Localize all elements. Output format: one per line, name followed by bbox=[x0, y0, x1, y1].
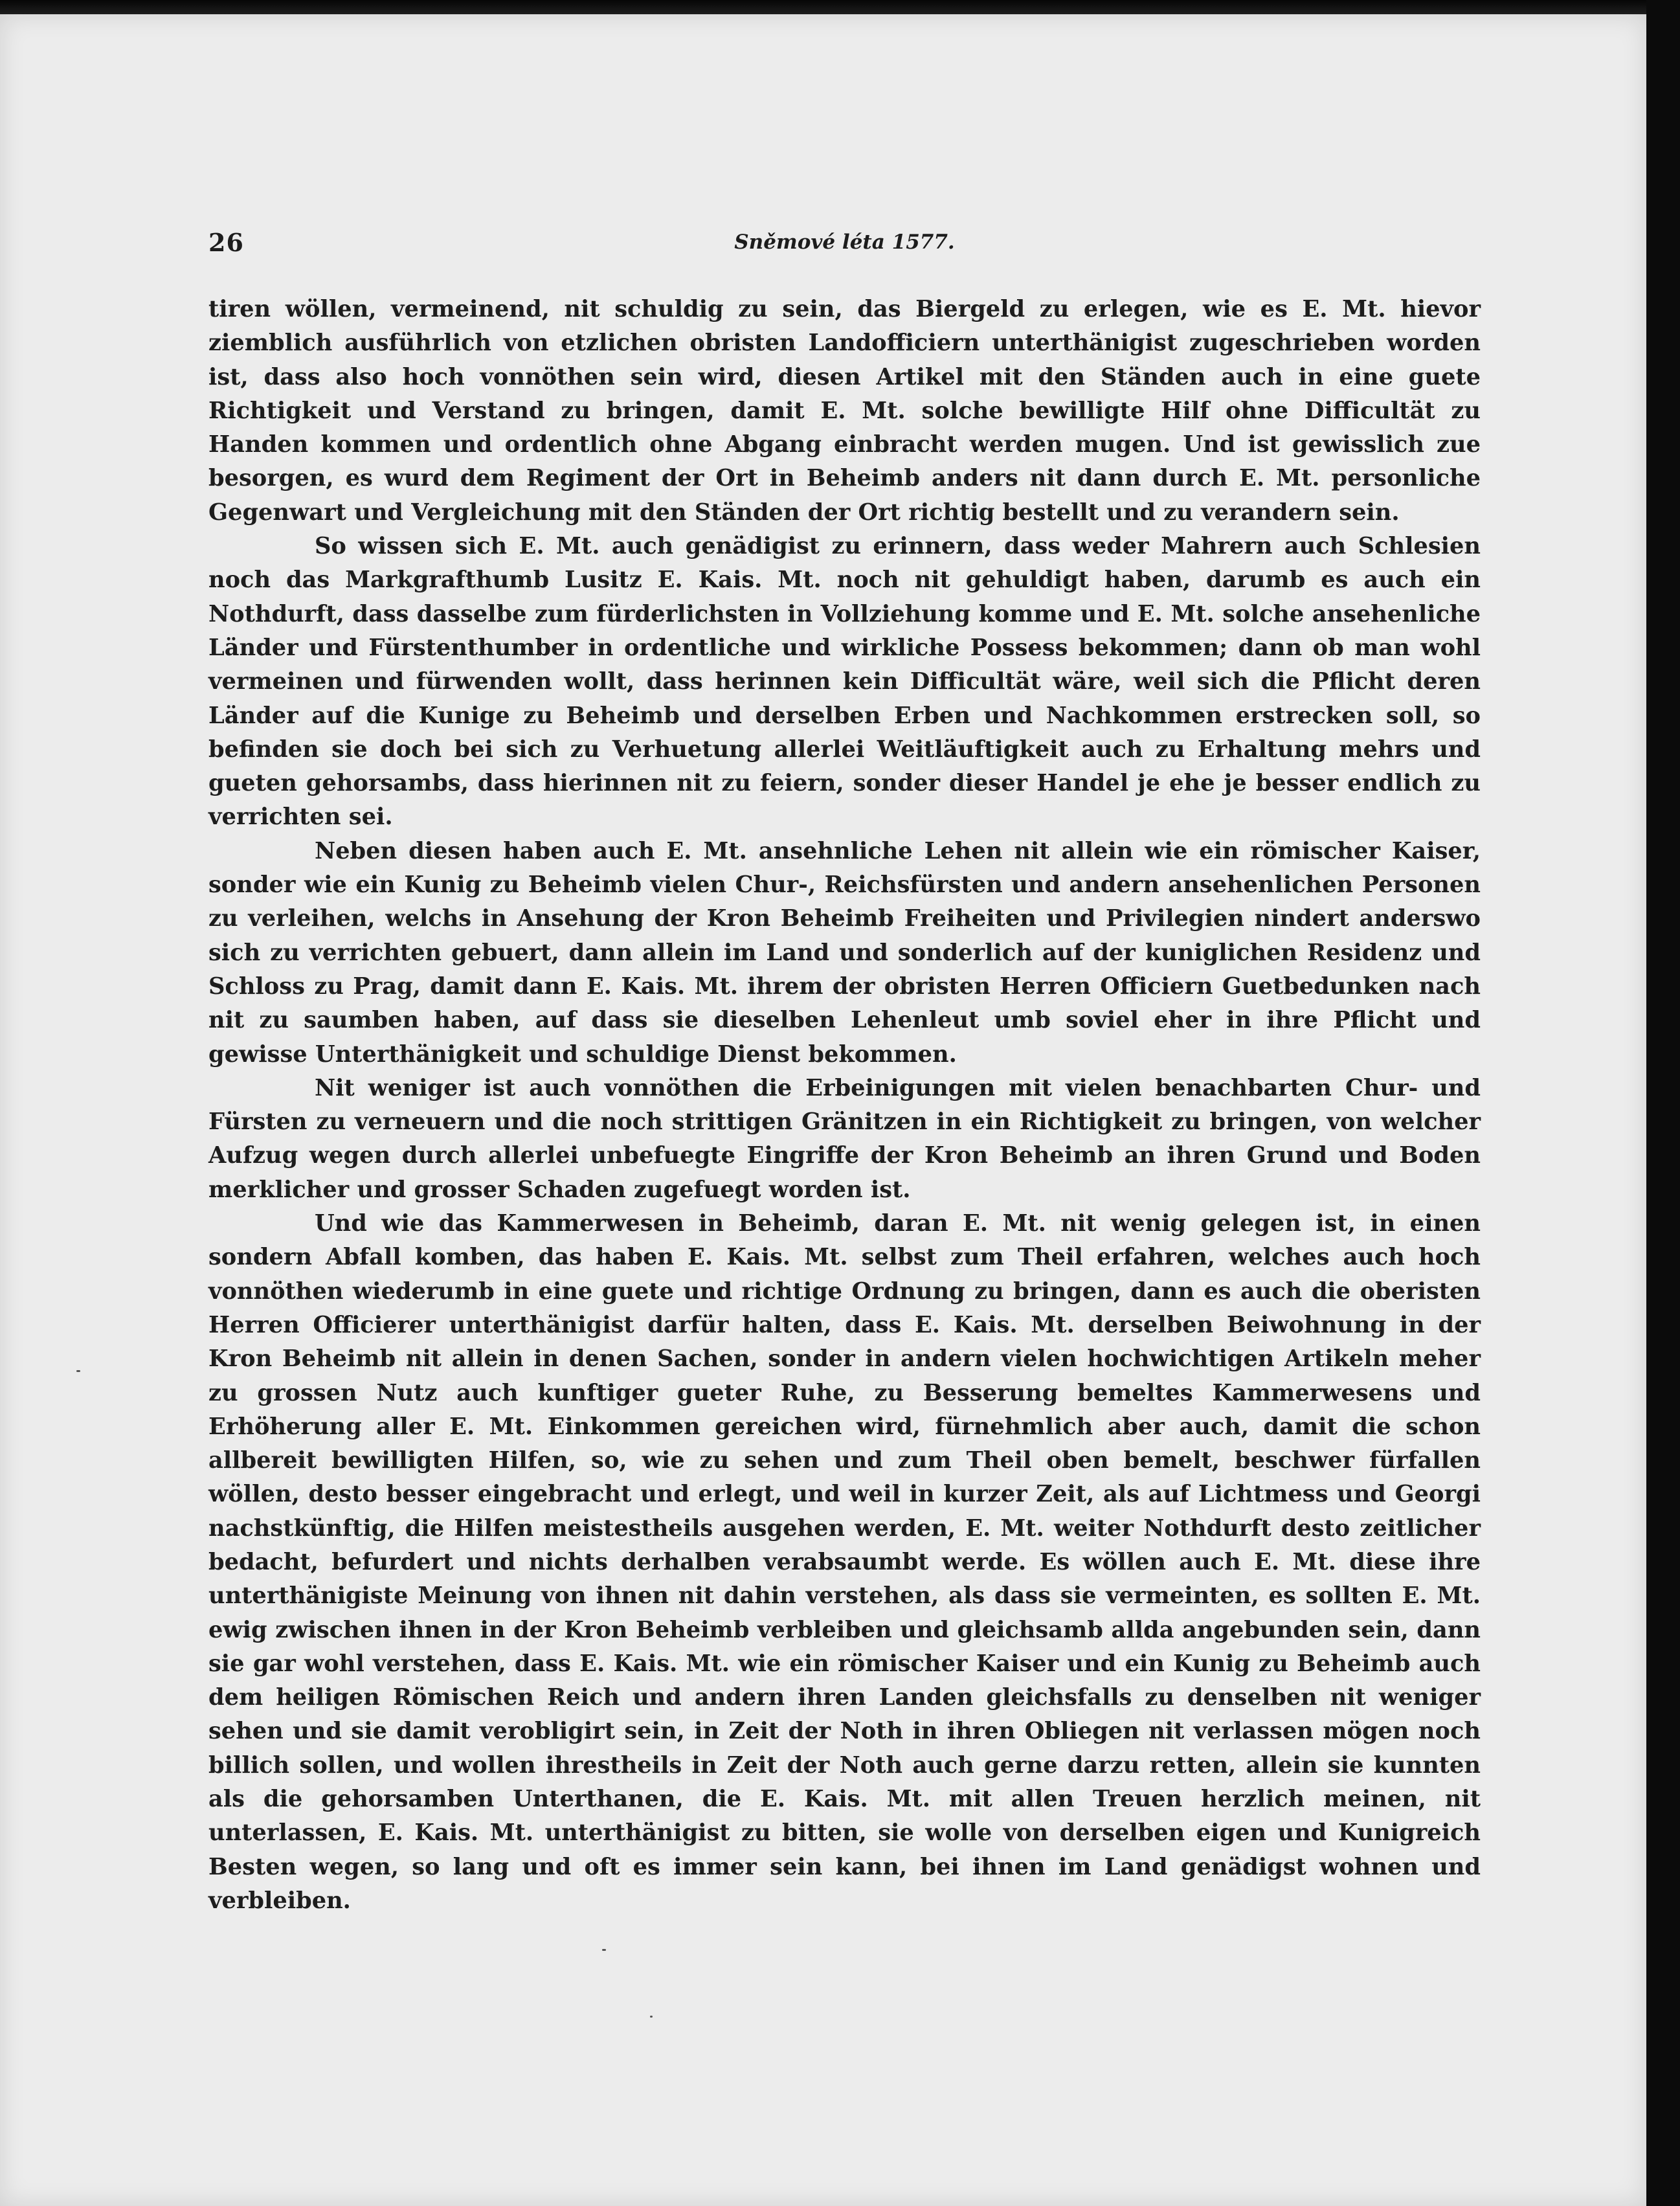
scan-speck bbox=[602, 1949, 606, 1951]
paragraph: Nit weniger ist auch vonnöthen die Erbeinigungen mit vielen benachbarten Chur- und Fürsten zu verneuern und die noch strittigen Gränitzen in ein Richtigkeit zu bringen, von welcher Aufzug wegen durch allerlei unbefuegte Eingriffe der Kron Beheimb an ihren Grund und Boden merklicher und grosser Schaden zugefuegt worden ist. bbox=[208, 1074, 1481, 1203]
running-title: Sněmové léta 1577. bbox=[734, 231, 955, 254]
paragraph: So wissen sich E. Mt. auch genädigist zu erinnern, dass weder Mahrern auch Schlesien noch das Markgrafthumb Lusitz E. Kais. Mt. noch nit gehuldigt haben, darumb es auch ein Nothdurft, dass dasselbe zum fürderlichsten in Vollziehung komme und E. Mt. solche ansehenliche Länder und Fürstenthumber in ordentliche und wirkliche Possess bekommen; dann ob man wohl vermeinen und fürwenden wollt, dass herinnen kein Difficultät wäre, weil sich die Pflicht deren Länder auf die Kunige zu Beheimb und derselben Erben und Nachkommen erstrecken soll, so befinden sie doch bei sich zu Verhuetung allerlei Weitläuftigkeit auch zu Erhaltung mehrs und gueten gehorsambs, dass hierinnen nit zu feiern, sonder dieser Handel je ehe je besser endlich zu verrichten sei. bbox=[208, 533, 1481, 831]
paragraph-continued: tiren wöllen, vermeinend, nit schuldig zu sein, das Biergeld zu erlegen, wie es E. Mt. hievor ziemblich ausführlich von etzlichen obristen Landofficiern unterthänigist zugeschrieben worden ist, dass also hoch vonnöthen sein wird, diesen Artikel mit den Ständen auch in eine guete Richtigkeit und Verstand zu bringen, damit E. Mt. solche bewilligte Hilf ohne Difficultät zu Handen kommen und ordentlich ohne Abgang einbracht werden mugen. Und ist gewisslich zue besorgen, es wurd dem Regiment der Ort in Beheimb anders nit dann durch E. Mt. personliche Gegenwart und Vergleichung mit den Ständen der Ort richtig bestellt und zu verandern sein. bbox=[208, 296, 1481, 526]
page-number: 26 bbox=[208, 228, 244, 257]
scan-speck bbox=[650, 2016, 653, 2018]
scan-right-border bbox=[1646, 0, 1680, 2206]
paragraph: Neben diesen haben auch E. Mt. ansehnliche Lehen nit allein wie ein römischer Kaiser, sonder wie ein Kunig zu Beheimb vielen Chur-, Reichsfürsten und andern ansehenlichen Personen zu verleihen, welchs in Ansehung der Kron Beheimb Freiheiten und Privilegien nindert anderswo sich zu verrichten gebuert, dann allein im Land und sonderlich auf der kuniglichen Residenz und Schloss zu Prag, damit dann E. Kais. Mt. ihrem der obristen Herren Officiern Guetbedunken nach nit zu saumben haben, auf dass sie dieselben Lehenleut umb soviel eher in ihre Pflicht und gewisse Unterthänigkeit und schuldige Dienst bekommen. bbox=[208, 837, 1481, 1068]
page-header bbox=[208, 228, 1481, 267]
paragraph: Und wie das Kammerwesen in Beheimb, daran E. Mt. nit wenig gelegen ist, in einen sondern Abfall komben, das haben E. Kais. Mt. selbst zum Theil erfahren, welches auch hoch vonnöthen wiederumb in eine guete und richtige Ordnung zu bringen, dann es auch die oberisten Herren Officierer unterthänigist darfür halten, dass E. Kais. Mt. derselben Beiwohnung in der Kron Beheimb nit allein in denen Sachen, sonder in andern vielen hochwichtigen Artikeln meher zu grossen Nutz auch kunftiger gueter Ruhe, zu Besserung bemeltes Kammerwesens und Erhöherung aller E. Mt. Einkommen gereichen wird, fürnehmlich aber auch, damit die schon allbereit bewilligten Hilfen, so, wie zu sehen und zum Theil oben bemelt, beschwer fürfallen wöllen, desto besser eingebracht und erlegt, und weil in kurzer Zeit, als auf Lichtmess und Georgi nachstkünftig, die Hilfen meistestheils ausgehen werden, E. Mt. weiter Nothdurft desto zeitlicher bedacht, befurdert und nichts derhalben verabsaumbt werde. Es wöllen auch E. Mt. diese ihre unterthänigiste Meinung von ihnen nit dahin verstehen, als dass sie vermeinten, es sollten E. Mt. ewig zwischen ihnen in der Kron Beheimb verbleiben und gleichsamb allda angebunden sein, dann sie gar wohl verstehen, dass E. Kais. Mt. wie ein römischer Kaiser und ein Kunig zu Beheimb auch dem heiligen Römischen Reich und andern ihren Landen gleichsfalls zu denselben nit weniger sehen und sie damit verobligirt sein, in Zeit der Noth in ihren Obliegen nit verlassen mögen noch billich sollen, und wollen ihrestheils in Zeit der Noth auch gerne darzu retten, allein sie kunnten als die gehorsamben Unterthanen, die E. Kais. Mt. mit allen Treuen herzlich meinen, nit unterlassen, E. Kais. Mt. unterthänigist zu bitten, sie wolle von derselben eigen und Kunigreich Besten wegen, so lang und oft es immer sein kann, bei ihnen im Land genädigst wohnen und verbleiben. bbox=[208, 1210, 1481, 1914]
scan-speck bbox=[76, 1370, 80, 1372]
scan-top-border bbox=[0, 0, 1680, 14]
body-text bbox=[208, 293, 1481, 1918]
